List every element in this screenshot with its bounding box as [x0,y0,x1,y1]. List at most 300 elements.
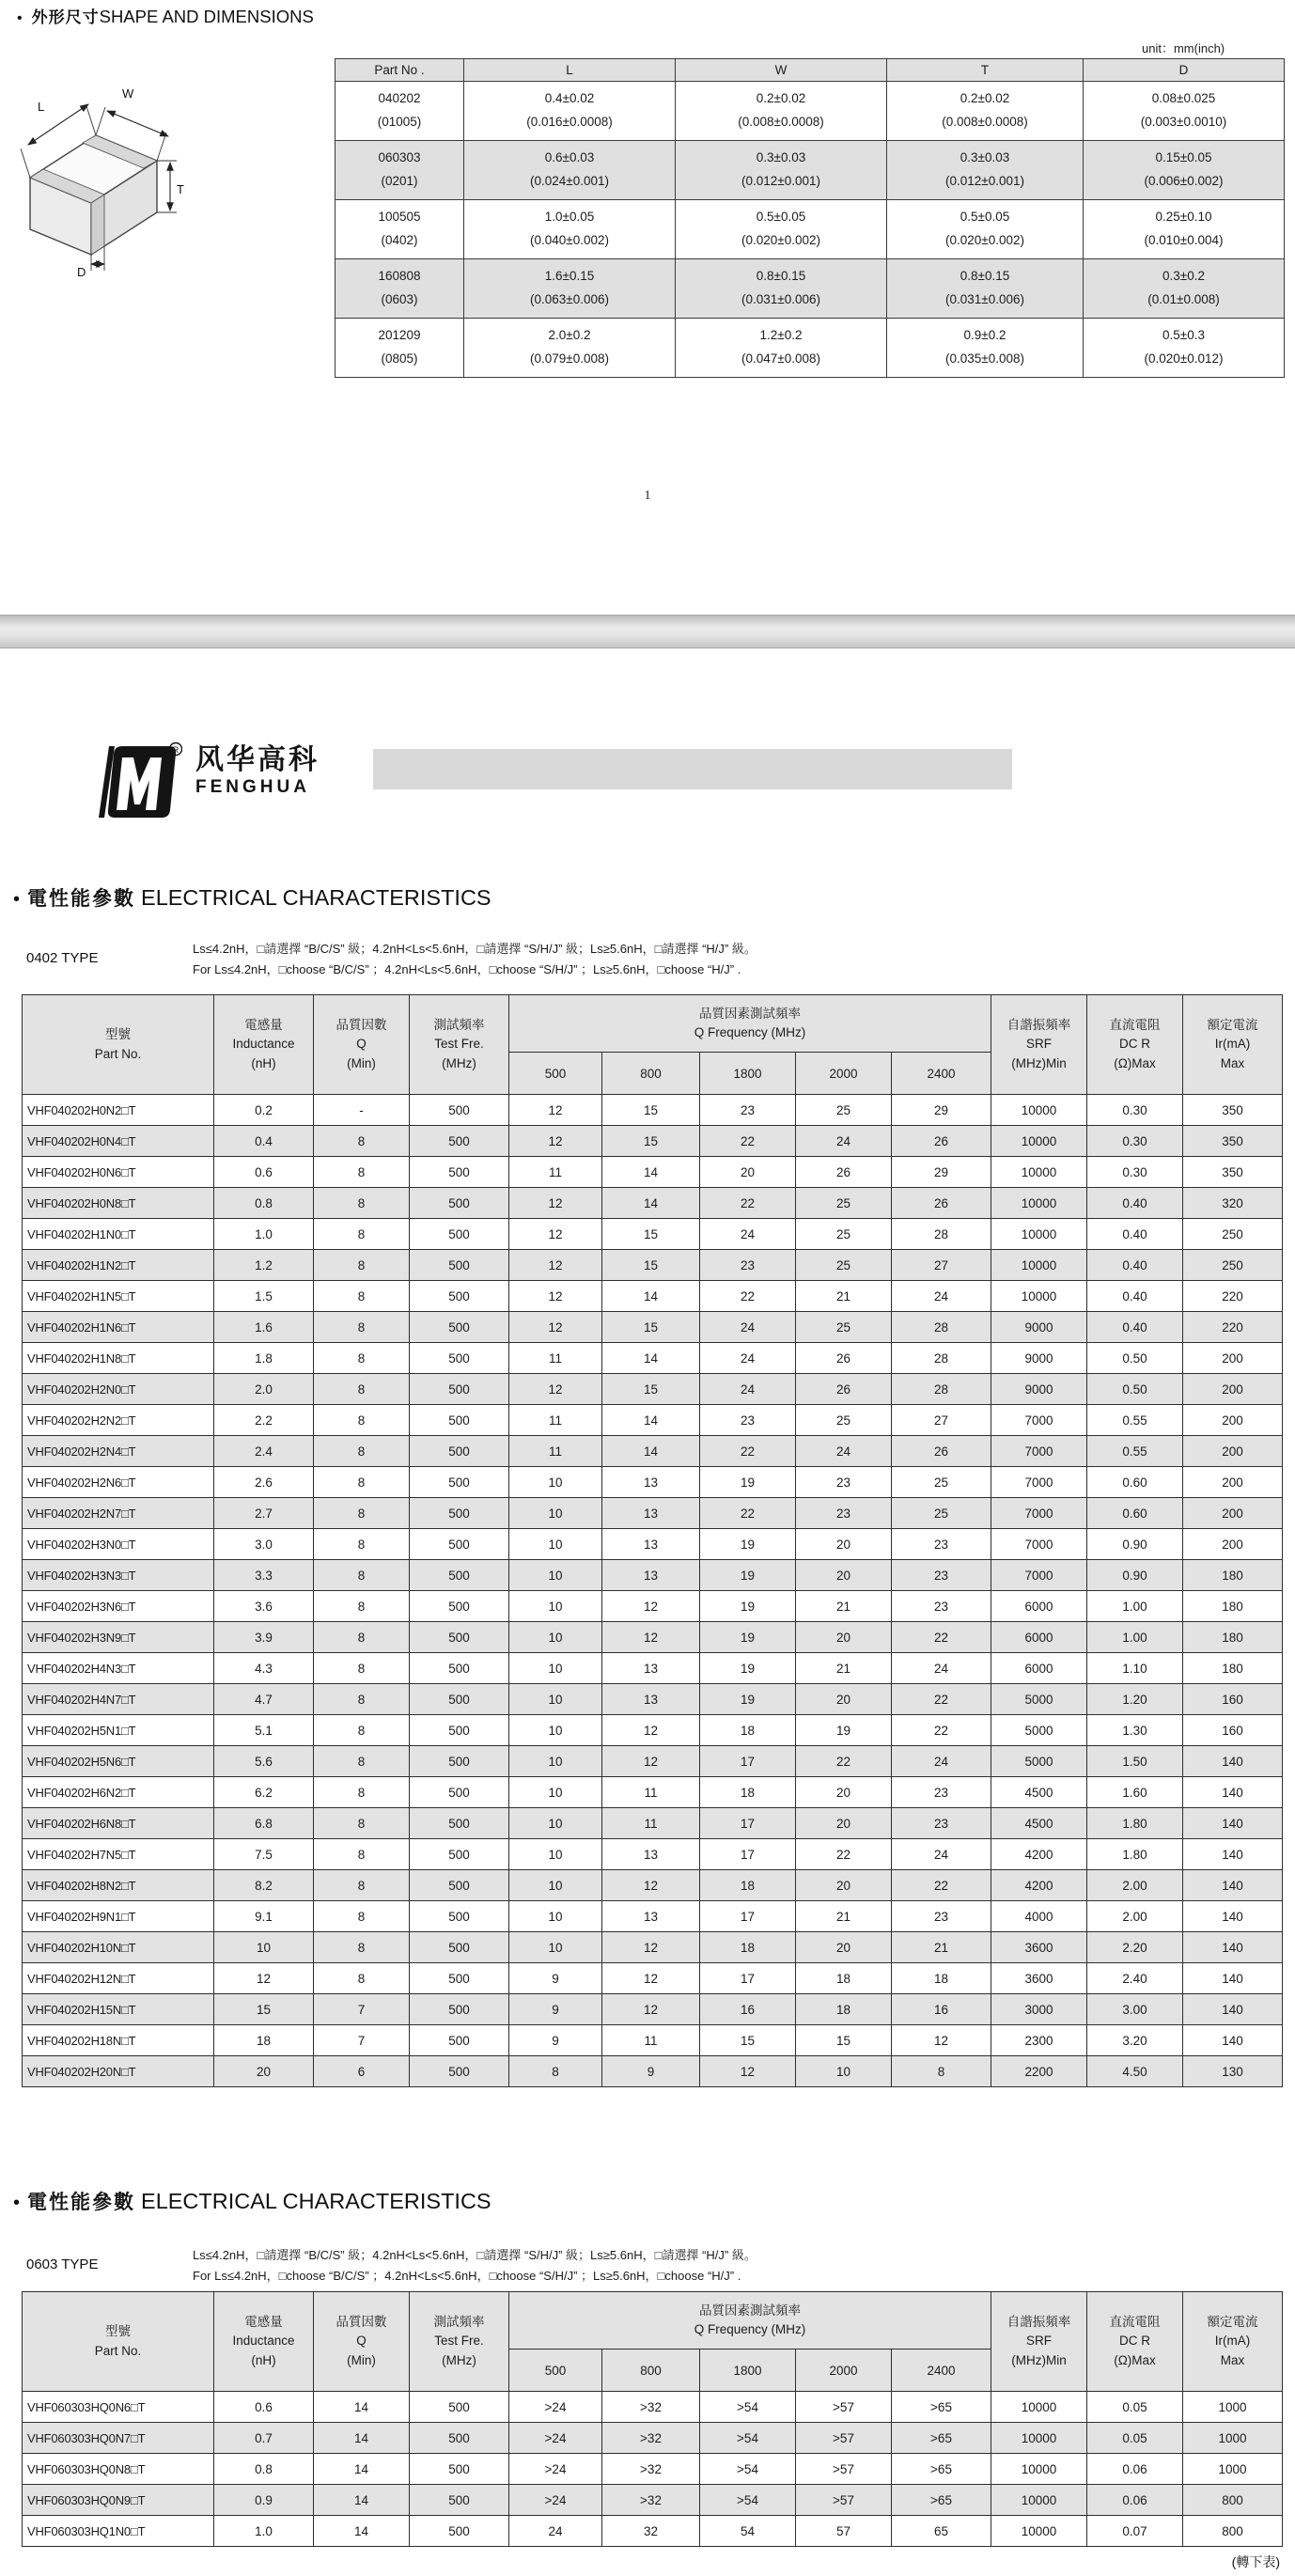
value-cell: 1.0±0.05 (0.040±0.002) [464,200,676,259]
value-cell: - [314,1095,410,1126]
value-cell: 26 [892,1126,991,1157]
value-cell: 21 [796,1653,892,1684]
value-cell: 350 [1183,1095,1283,1126]
dim-label-d: D [77,265,86,279]
table-row [23,1436,1283,1467]
col-header-srf: 自諧振頻率 SRF (MHz)Min [991,995,1087,1095]
bullet-icon: • [13,2193,21,2213]
electrical-characteristics-title-0603 [13,2187,491,2215]
value-cell: 19 [700,1653,796,1684]
brand-name-cn: 风华高科 [195,744,320,775]
value-cell: 12 [509,1250,602,1281]
value-cell: 3000 [991,1994,1087,2025]
value-cell: 0.3±0.03 (0.012±0.001) [887,141,1084,200]
part-number-cell: VHF040202H1N8□T [23,1343,214,1374]
value-cell: 10 [509,1746,602,1777]
table-row [23,2485,1283,2516]
value-cell: 350 [1183,1126,1283,1157]
value-cell: 2300 [991,2025,1087,2056]
table-row [335,319,1285,378]
value-cell: 8 [314,1126,410,1157]
part-number-cell: VHF040202H2N0□T [23,1374,214,1405]
value-cell: 4.7 [214,1684,314,1715]
value-cell: 25 [796,1219,892,1250]
value-cell: 0.40 [1087,1312,1183,1343]
value-cell: 15 [602,1312,700,1343]
value-cell: 54 [700,2516,796,2547]
value-cell: 4000 [991,1901,1087,1932]
value-cell: 28 [892,1312,991,1343]
value-cell: 500 [410,1870,509,1901]
bullet-icon: • [17,10,23,26]
value-cell: 12 [602,1932,700,1963]
value-cell: 200 [1183,1529,1283,1560]
value-cell: 0.6±0.03 (0.024±0.001) [464,141,676,200]
part-number-cell: VHF040202H1N2□T [23,1250,214,1281]
value-cell: 0.9 [214,2485,314,2516]
col-header-part: 型號 Part No. [23,995,214,1095]
col-header-dcr: 直流電阻 DC R (Ω)Max [1087,995,1183,1095]
col-header-part: 型號 Part No. [23,2292,214,2392]
part-number-cell: 201209 (0805) [335,319,464,378]
value-cell: 800 [1183,2516,1283,2547]
value-cell: 320 [1183,1188,1283,1219]
value-cell: 140 [1183,1901,1283,1932]
value-cell: >32 [602,2485,700,2516]
value-cell: 500 [410,1126,509,1157]
value-cell: 130 [1183,2056,1283,2087]
value-cell: 0.6 [214,2392,314,2423]
value-cell: 1000 [1183,2423,1283,2454]
value-cell: 22 [796,1839,892,1870]
value-cell: 11 [509,1405,602,1436]
value-cell: 8 [314,1684,410,1715]
part-number-cell: VHF040202H18N□T [23,2025,214,2056]
value-cell: 4500 [991,1808,1087,1839]
table-row [23,1250,1283,1281]
value-cell: 12 [602,1963,700,1994]
part-number-cell: VHF040202H2N2□T [23,1405,214,1436]
col-header-freq-500: 500 [509,2350,602,2392]
value-cell: 180 [1183,1622,1283,1653]
value-cell: 20 [796,1622,892,1653]
section-title-cn: 電性能參數 [27,888,136,910]
value-cell: 200 [1183,1436,1283,1467]
value-cell: 2.20 [1087,1932,1183,1963]
value-cell: 10 [509,1932,602,1963]
value-cell: 22 [892,1622,991,1653]
value-cell: 20 [796,1684,892,1715]
value-cell: 1.6±0.15 (0.063±0.006) [464,259,676,319]
value-cell: 10 [509,1870,602,1901]
value-cell: 22 [700,1188,796,1219]
value-cell: 2.40 [1087,1963,1183,1994]
value-cell: 500 [410,1591,509,1622]
value-cell: 8 [314,1839,410,1870]
value-cell: 57 [796,2516,892,2547]
table-row [335,200,1285,259]
value-cell: 15 [214,1994,314,2025]
value-cell: 500 [410,2392,509,2423]
value-cell: 500 [410,1746,509,1777]
table-row [23,1467,1283,1498]
value-cell: 12 [700,2056,796,2087]
value-cell: 13 [602,1684,700,1715]
value-cell: 8 [314,1188,410,1219]
col-header-srf: 自諧振頻率 SRF (MHz)Min [991,2292,1087,2392]
dims-header-row [335,59,1285,82]
value-cell: 8 [314,1560,410,1591]
value-cell: 8 [314,1808,410,1839]
value-cell: 500 [410,1343,509,1374]
value-cell: 23 [700,1250,796,1281]
value-cell: 6.2 [214,1777,314,1808]
value-cell: 26 [892,1436,991,1467]
value-cell: 7 [314,2025,410,2056]
value-cell: 500 [410,1653,509,1684]
value-cell: 8 [314,1467,410,1498]
part-number-cell: VHF040202H7N5□T [23,1839,214,1870]
value-cell: 24 [796,1126,892,1157]
value-cell: 23 [700,1405,796,1436]
note-line-en: For Ls≤4.2nH，□choose “B/C/S” ；4.2nH<Ls<5.6nH，□choose “S/H/J” ；Ls≥5.6nH，□choose “H/J” . [193,962,741,977]
value-cell: 1.5 [214,1281,314,1312]
value-cell: 140 [1183,1839,1283,1870]
value-cell: 26 [796,1343,892,1374]
value-cell: 3.9 [214,1622,314,1653]
table-row [23,1374,1283,1405]
dim-label-t: T [177,182,184,196]
header-row-1 [23,2292,1283,2350]
value-cell: 0.2±0.02 (0.008±0.0008) [676,82,887,141]
logo-text [195,744,320,798]
col-header-q: 品質因數 Q (Min) [314,2292,410,2392]
table-row [23,1870,1283,1901]
value-cell: 1.20 [1087,1684,1183,1715]
part-number-cell: VHF040202H2N4□T [23,1436,214,1467]
value-cell: 19 [700,1467,796,1498]
value-cell: 10 [796,2056,892,2087]
value-cell: 14 [314,2423,410,2454]
value-cell: 32 [602,2516,700,2547]
value-cell: 8 [314,1250,410,1281]
value-cell: 18 [700,1715,796,1746]
col-header-freq-2400: 2400 [892,1053,991,1095]
value-cell: 4.3 [214,1653,314,1684]
part-number-cell: VHF040202H6N8□T [23,1808,214,1839]
value-cell: 2.00 [1087,1870,1183,1901]
value-cell: 23 [892,1529,991,1560]
value-cell: 6000 [991,1622,1087,1653]
value-cell: 3600 [991,1963,1087,1994]
value-cell: 10 [509,1498,602,1529]
value-cell: 140 [1183,1994,1283,2025]
part-number-cell: VHF040202H0N6□T [23,1157,214,1188]
table-row [23,1839,1283,1870]
section-title-cn: 電性能參數 [27,2192,136,2213]
value-cell: 0.07 [1087,2516,1183,2547]
value-cell: 20 [796,1560,892,1591]
value-cell: 23 [892,1808,991,1839]
part-number-cell: VHF040202H20N□T [23,2056,214,2087]
table-row [335,141,1285,200]
value-cell: 8 [314,1405,410,1436]
value-cell: 12 [509,1312,602,1343]
dims-col-part: Part No . [335,59,464,82]
value-cell: 0.06 [1087,2454,1183,2485]
col-header-inductance: 電感量 Inductance (nH) [214,2292,314,2392]
value-cell: >32 [602,2454,700,2485]
col-header-test-freq: 測試頻率 Test Fre. (MHz) [410,2292,509,2392]
table-row [23,1157,1283,1188]
part-number-cell: 060303 (0201) [335,141,464,200]
part-number-cell: 100505 (0402) [335,200,464,259]
value-cell: 500 [410,1157,509,1188]
value-cell: 10000 [991,2516,1087,2547]
value-cell: 26 [796,1157,892,1188]
value-cell: 1.60 [1087,1777,1183,1808]
value-cell: 10 [509,1653,602,1684]
value-cell: 27 [892,1405,991,1436]
dims-col-t: T [887,59,1084,82]
type-label-0402: 0402 TYPE [26,950,99,966]
value-cell: 0.8 [214,2454,314,2485]
section-title-en: ELECTRICAL CHARACTERISTICS [141,2189,491,2213]
value-cell: 23 [700,1095,796,1126]
table-row [23,2392,1283,2423]
value-cell: 500 [410,1498,509,1529]
value-cell: 10000 [991,1250,1087,1281]
dims-table-body [335,82,1285,378]
value-cell: 10 [509,1808,602,1839]
fenghua-logo-mark [94,739,182,823]
value-cell: 0.60 [1087,1467,1183,1498]
page-separator [0,615,1295,648]
value-cell: 2.0 [214,1374,314,1405]
value-cell: 2.7 [214,1498,314,1529]
value-cell: >24 [509,2392,602,2423]
table-row [23,1529,1283,1560]
part-number-cell: VHF040202H10N□T [23,1932,214,1963]
dim-label-w: W [122,86,134,101]
note-line-cn: Ls≤4.2nH，□請選擇 “B/C/S” 級；4.2nH<Ls<5.6nH，□請選擇 “S/H/J” 級；Ls≥5.6nH，□請選擇 “H/J” 級。 [193,942,757,956]
col-header-freq-2000: 2000 [796,1053,892,1095]
value-cell: 10000 [991,2392,1087,2423]
value-cell: 10000 [991,1157,1087,1188]
dimensions-table [335,58,1285,378]
value-cell: 180 [1183,1560,1283,1591]
value-cell: 14 [314,2454,410,2485]
part-number-cell: VHF040202H3N3□T [23,1560,214,1591]
value-cell: 500 [410,1963,509,1994]
value-cell: 4.50 [1087,2056,1183,2087]
value-cell: 10000 [991,1126,1087,1157]
value-cell: >65 [892,2454,991,2485]
col-header-rated-current: 額定電流 Ir(mA) Max [1183,2292,1283,2392]
value-cell: 22 [796,1746,892,1777]
value-cell: 8 [892,2056,991,2087]
dims-col-l: L [464,59,676,82]
col-header-freq-800: 800 [602,1053,700,1095]
table-row [23,1622,1283,1653]
value-cell: 0.9±0.2 (0.035±0.008) [887,319,1084,378]
electrical-table-0603-body [23,2392,1283,2547]
value-cell: 0.8±0.15 (0.031±0.006) [676,259,887,319]
value-cell: 7 [314,1994,410,2025]
value-cell: 500 [410,2516,509,2547]
value-cell: 7000 [991,1436,1087,1467]
continued-note: (轉下表) [1231,2554,1280,2569]
value-cell: 24 [892,1839,991,1870]
value-cell: 0.30 [1087,1095,1183,1126]
value-cell: 1.00 [1087,1591,1183,1622]
value-cell: 0.55 [1087,1405,1183,1436]
col-header-dcr: 直流電阻 DC R (Ω)Max [1087,2292,1183,2392]
value-cell: 10 [509,1901,602,1932]
table-row [23,1901,1283,1932]
value-cell: 20 [796,1529,892,1560]
value-cell: 8 [314,1932,410,1963]
value-cell: 500 [410,2056,509,2087]
value-cell: 25 [796,1188,892,1219]
value-cell: 0.5±0.3 (0.020±0.012) [1084,319,1285,378]
value-cell: 22 [892,1715,991,1746]
value-cell: 8 [509,2056,602,2087]
value-cell: 19 [796,1715,892,1746]
value-cell: 24 [796,1436,892,1467]
value-cell: 6 [314,2056,410,2087]
col-header-q-frequency-group: 品質因素測試頻率 Q Frequency (MHz) [509,2292,991,2350]
value-cell: 22 [892,1684,991,1715]
value-cell: 8 [314,1777,410,1808]
value-cell: >57 [796,2454,892,2485]
value-cell: 160 [1183,1715,1283,1746]
value-cell: 8 [314,1281,410,1312]
value-cell: 200 [1183,1374,1283,1405]
value-cell: 1.00 [1087,1622,1183,1653]
value-cell: 500 [410,1932,509,1963]
value-cell: 1.80 [1087,1839,1183,1870]
dims-col-d: D [1084,59,1285,82]
value-cell: 25 [796,1250,892,1281]
value-cell: 28 [892,1374,991,1405]
part-number-cell: VHF040202H5N1□T [23,1715,214,1746]
value-cell: >54 [700,2423,796,2454]
value-cell: 14 [602,1436,700,1467]
value-cell: 200 [1183,1343,1283,1374]
value-cell: 10 [509,1684,602,1715]
value-cell: 26 [892,1188,991,1219]
value-cell: 140 [1183,1777,1283,1808]
value-cell: 26 [796,1374,892,1405]
value-cell: 14 [314,2516,410,2547]
value-cell: 8 [314,1312,410,1343]
value-cell: 17 [700,1963,796,1994]
value-cell: 24 [892,1281,991,1312]
table-row [23,1126,1283,1157]
value-cell: 13 [602,1901,700,1932]
value-cell: 20 [796,1808,892,1839]
value-cell: 2.4 [214,1436,314,1467]
value-cell: 12 [509,1188,602,1219]
value-cell: 0.2 [214,1095,314,1126]
value-cell: 7000 [991,1405,1087,1436]
value-cell: 0.05 [1087,2423,1183,2454]
part-number-cell: VHF040202H0N2□T [23,1095,214,1126]
value-cell: 8 [314,1653,410,1684]
fenghua-logo [94,739,320,823]
value-cell: 0.8±0.15 (0.031±0.006) [887,259,1084,319]
value-cell: 8 [314,1901,410,1932]
value-cell: 7000 [991,1498,1087,1529]
value-cell: 13 [602,1498,700,1529]
part-number-cell: VHF040202H0N4□T [23,1126,214,1157]
value-cell: >65 [892,2423,991,2454]
value-cell: 27 [892,1250,991,1281]
value-cell: 0.40 [1087,1219,1183,1250]
dims-col-w: W [676,59,887,82]
value-cell: 20 [700,1157,796,1188]
part-number-cell: VHF040202H6N2□T [23,1777,214,1808]
value-cell: 0.40 [1087,1250,1183,1281]
part-number-cell: VHF040202H3N9□T [23,1622,214,1653]
shape-title-en: SHAPE AND DIMENSIONS [99,7,314,26]
value-cell: 0.60 [1087,1498,1183,1529]
value-cell: 500 [410,1529,509,1560]
value-cell: 7.5 [214,1839,314,1870]
value-cell: >24 [509,2454,602,2485]
value-cell: 0.5±0.05 (0.020±0.002) [676,200,887,259]
table-row [23,1188,1283,1219]
value-cell: 15 [602,1095,700,1126]
part-number-cell: VHF040202H1N5□T [23,1281,214,1312]
type-label-0603: 0603 TYPE [26,2256,99,2272]
value-cell: 6000 [991,1591,1087,1622]
part-number-cell: VHF040202H15N□T [23,1994,214,2025]
value-cell: 500 [410,1808,509,1839]
brand-name-en: FENGHUA [195,776,310,797]
value-cell: 0.3±0.03 (0.012±0.001) [676,141,887,200]
value-cell: 9.1 [214,1901,314,1932]
value-cell: 0.30 [1087,1157,1183,1188]
value-cell: 17 [700,1808,796,1839]
value-cell: 8 [314,1963,410,1994]
value-cell: 11 [602,1808,700,1839]
value-cell: 22 [892,1870,991,1901]
value-cell: 8 [314,1374,410,1405]
value-cell: 500 [410,1684,509,1715]
table-row [23,2454,1283,2485]
part-number-cell: VHF040202H2N6□T [23,1467,214,1498]
value-cell: 23 [892,1591,991,1622]
value-cell: 29 [892,1157,991,1188]
value-cell: >54 [700,2454,796,2485]
value-cell: 500 [410,1281,509,1312]
value-cell: 0.3±0.2 (0.01±0.008) [1084,259,1285,319]
value-cell: 0.50 [1087,1374,1183,1405]
table-row [335,259,1285,319]
value-cell: 24 [700,1343,796,1374]
value-cell: 19 [700,1622,796,1653]
col-header-q-frequency-group: 品質因素測試頻率 Q Frequency (MHz) [509,995,991,1053]
value-cell: 350 [1183,1157,1283,1188]
part-number-cell: 160808 (0603) [335,259,464,319]
value-cell: 0.7 [214,2423,314,2454]
value-cell: >65 [892,2392,991,2423]
value-cell: 500 [410,1715,509,1746]
table-row [23,1777,1283,1808]
value-cell: 25 [892,1498,991,1529]
